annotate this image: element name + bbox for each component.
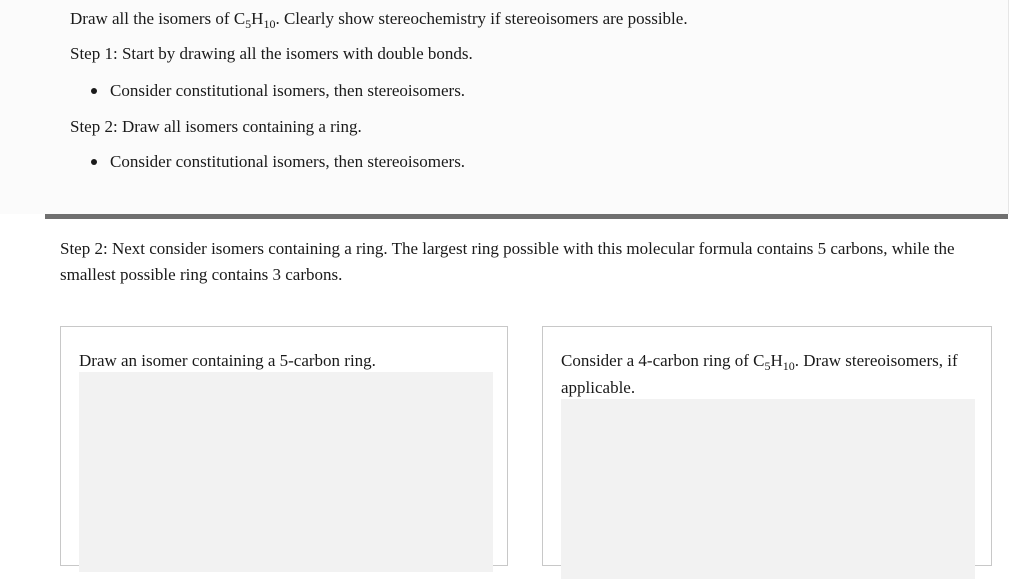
question-text: Draw all the isomers of $C_5H_{10}$. Clearly show stereochemistry if stereoisomers are possible.	[70, 9, 688, 31]
drawing-canvas[interactable]	[79, 372, 493, 572]
step-2-text: Step 2: Draw all isomers containing a ring.	[70, 117, 362, 136]
step-2-detail: Step 2: Next consider isomers containing a ring. The largest ring possible with this molecular formula contains 5 carbons, while the smallest possible ring contains 3 carbons.	[60, 239, 955, 284]
bullet-icon	[91, 88, 97, 94]
panel-title: Draw an isomer containing a 5-carbon ring.	[79, 351, 376, 370]
bullet-icon	[91, 159, 97, 165]
step-1-bullet: Consider constitutional isomers, then stereoisomers.	[110, 81, 466, 100]
four-carbon-ring-panel	[542, 326, 992, 566]
drawing-canvas[interactable]	[561, 399, 975, 579]
step-2-bullet: Consider constitutional isomers, then stereoisomers.	[110, 152, 466, 171]
section-divider	[45, 214, 1008, 219]
scroll-gutter	[1009, 0, 1024, 214]
panel-title: Consider a 4-carbon ring of $C_5H_{10}$. Draw stereoisomers, if applicable.	[561, 351, 958, 397]
five-carbon-ring-panel	[60, 326, 508, 566]
instructions-card	[0, 0, 1009, 214]
step-1-text: Step 1: Start by drawing all the isomers with double bonds.	[70, 44, 473, 63]
